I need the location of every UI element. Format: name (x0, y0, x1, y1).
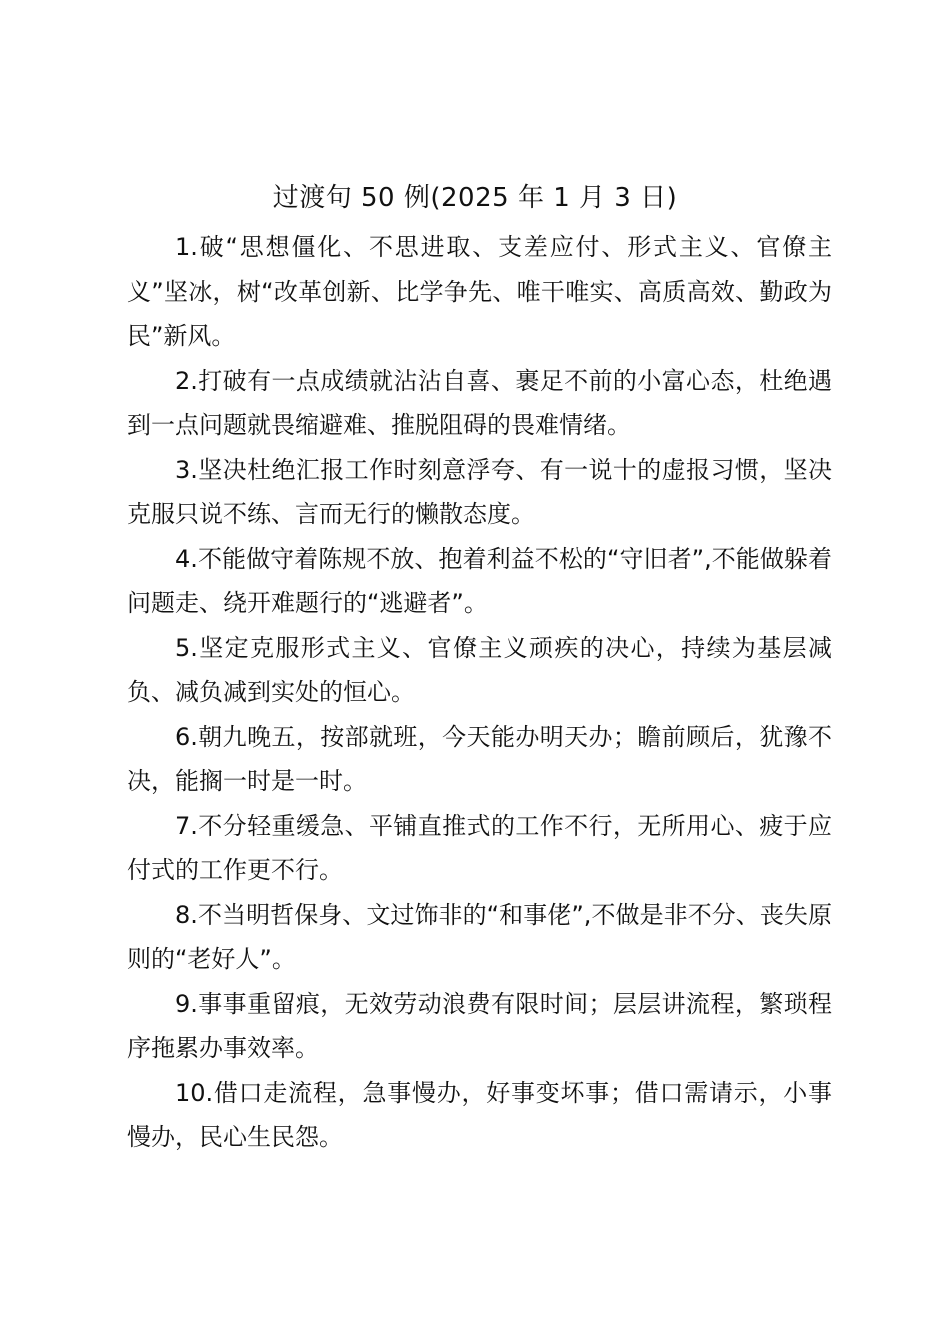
paragraph-8: 8.不当明哲保身、文过饰非的“和事佬”,不做是非不分、丧失原则的“老好人”。 (127, 900, 832, 973)
paragraph-4: 4.不能做守着陈规不放、抱着利益不松的“守旧者”,不能做躲着问题走、绕开难题行的“逃避者”。 (127, 544, 832, 617)
paragraph-7: 7.不分轻重缓急、平铺直推式的工作不行，无所用心、疲于应付式的工作更不行。 (127, 811, 832, 884)
paragraph-2: 2.打破有一点成绩就沾沾自喜、裹足不前的小富心态，杜绝遇到一点问题就畏缩避难、推脱阻碍的畏难情绪。 (127, 366, 832, 439)
paragraph-10: 10.借口走流程，急事慢办，好事变坏事；借口需请示，小事慢办，民心生民怨。 (127, 1078, 832, 1151)
paragraph-6: 6.朝九晚五，按部就班，今天能办明天办；瞻前顾后，犹豫不决，能搁一时是一时。 (127, 722, 832, 795)
paragraph-3: 3.坚决杜绝汇报工作时刻意浮夸、有一说十的虚报习惯，坚决克服只说不练、言而无行的懒散态度。 (127, 455, 832, 528)
document-title: 过渡句 50 例(2025 年 1 月 3 日) (272, 183, 678, 213)
paragraph-9: 9.事事重留痕，无效劳动浪费有限时间；层层讲流程，繁琐程序拖累办事效率。 (127, 989, 832, 1062)
document-body (127, 225, 832, 1160)
paragraph-5: 5.坚定克服形式主义、官僚主义顽疾的决心，持续为基层减负、减负减到实处的恒心。 (127, 633, 832, 706)
paragraph-1: 1.破“思想僵化、不思进取、支差应付、形式主义、官僚主义”坚冰，树“改革创新、比学争先、唯干唯实、高质高效、勤政为民”新风。 (127, 233, 832, 350)
